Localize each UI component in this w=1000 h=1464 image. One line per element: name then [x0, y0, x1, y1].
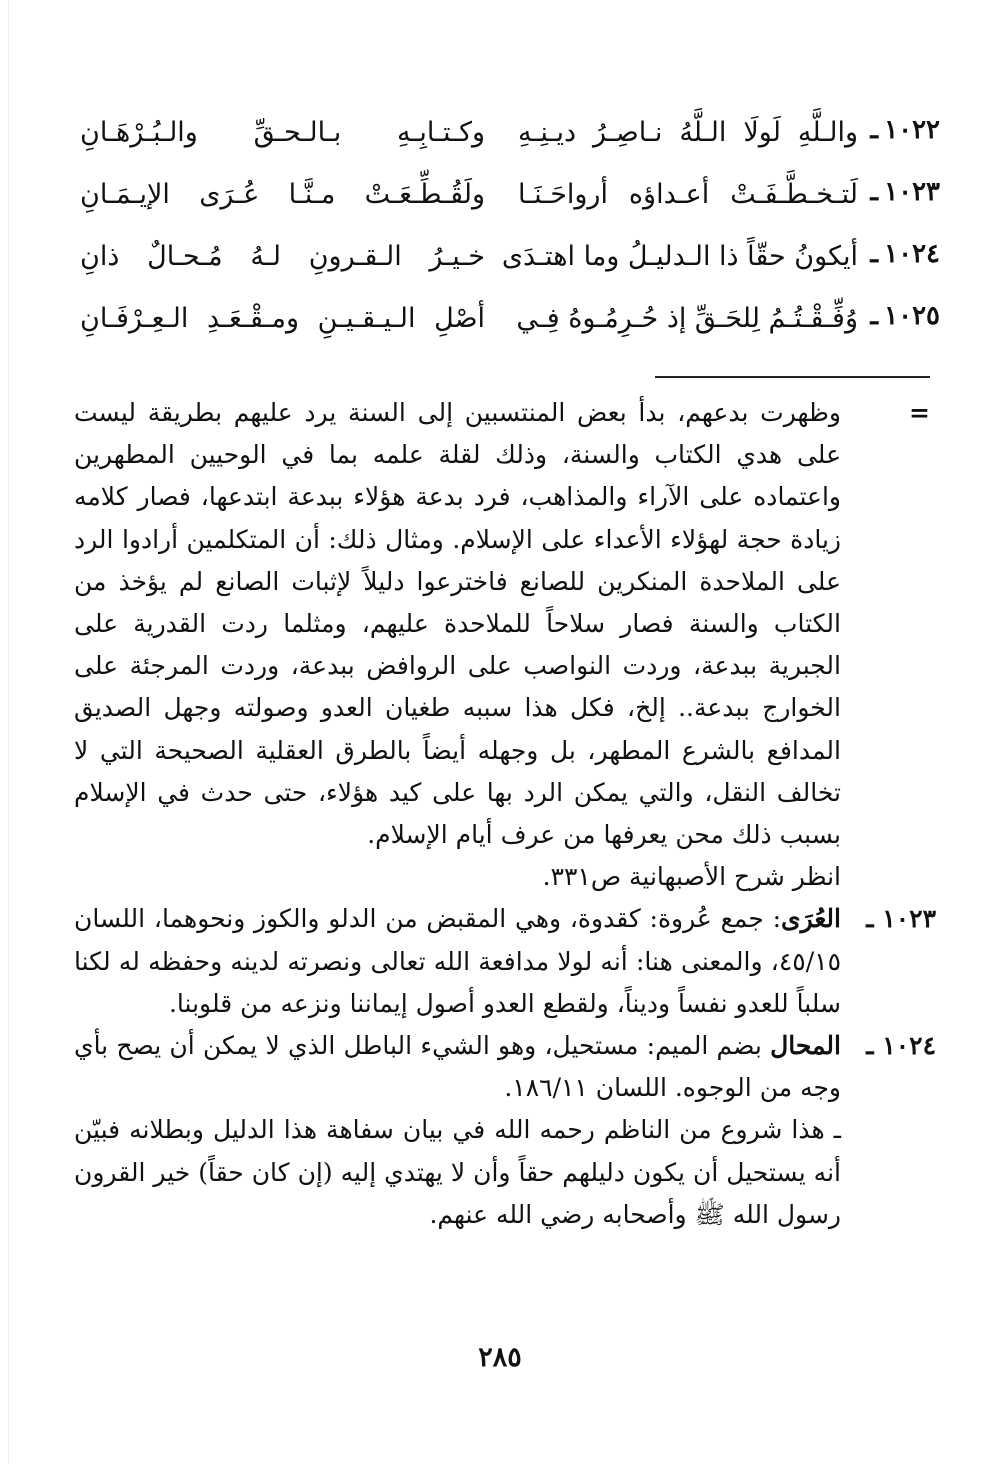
- verse-second-hemistich: وكـتـابِـهِ بـالـحـقِّ والـبُـرْهَـانِ: [80, 117, 485, 148]
- verse-1024: [70, 237, 940, 299]
- page-number: ٢٨٥: [478, 1342, 522, 1373]
- verse-1022: [70, 113, 940, 175]
- page-edge-line: [8, 0, 9, 1464]
- footnote-text: وظهرت بدعهم، بدأ بعض المنتسبين إلى السنة يرد عليهم بطريقة ليست على هدي الكتاب والسنة، وذلك لقلة علمه بما في الوحيين المطهرين واعتماده على الآراء والمذاهب، فرد بدعة هؤلاء ببدعة ابتدعها، فصار كلامه زيادة حجة لهؤلاء الأعداء على الإسلام. ومثال ذلك: أن المتكلمين أرادوا الرد على الملاحدة المنكرين للصانع فاخترعوا دليلاً لإثبات الصانع لم يؤخذ من الكتاب والسنة فصار سلاحاً للملاحدة عليهم، ومثلما ردت القدرية على الجبرية ببدعة، وردت النواصب على الروافض ببدعة، وردت المرجئة على الخوارج ببدعة.. إلخ، فكل هذا سببه طغيان العدو وصولته وجهل الصديق المدافع بالشرع المطهر، بل وجهله أيضاً بالطرق العقلية الصحيحة التي لا تخالف النقل، والتي يمكن الرد بها على كيد هؤلاء، حتى حدث في الإسلام بسبب ذلك محن يعرفها من عرف أيام الإسلام.: [74, 398, 841, 850]
- continuation-marker: =: [909, 398, 930, 427]
- verse-1023: [70, 175, 940, 237]
- footnote-body: بضم الميم: مستحيل، وهو الشيء الباطل الذي لا يمكن أن يصح بأي وجه من الوجوه. اللسان ١٨٦/١١.: [74, 1031, 841, 1103]
- footnote-text: [74, 1025, 841, 1109]
- verse-first-hemistich: لَتـخـطَّـفَـتْ أعـداؤه أرواحَـنَـا: [518, 179, 858, 210]
- verse-first-hemistich: أيكونُ حقّاً ذا الـدليـلُ وما اهتـدَى: [501, 241, 858, 272]
- footnote-1024: [74, 1025, 936, 1236]
- footnote-1023: [74, 898, 936, 1025]
- footnote-reference: انظر شرح الأصبهانية ص٣٣١.: [542, 862, 841, 892]
- verse-dash: ـ: [870, 177, 878, 207]
- verse-number: ١٠٢٤: [884, 239, 940, 269]
- footnote-number: ١٠٢٤ ـ: [866, 1031, 936, 1061]
- verse-first-hemistich: وُفِّـقْـتُـمُ لِلحَـقِّ إذ حُـرِمُـوهُ فِـي: [516, 303, 858, 334]
- footnotes: [74, 392, 936, 1236]
- verse-number: ١٠٢٣: [884, 177, 940, 207]
- footnote-commentary: ـ هذا شروع من الناظم رحمه الله في بيان سفاهة هذا الدليل وبطلانه فبيّن أنه يستحيل أن يكون دليلهم حقاً وأن لا يهتدي إليه (إن كان حقاً) خير القرون رسول الله ﷺ وأصحابه رضي الله عنهم.: [74, 1115, 841, 1229]
- verse-dash: ـ: [870, 239, 878, 269]
- verse-dash: ـ: [870, 301, 878, 331]
- verse-dash: ـ: [870, 115, 878, 145]
- verse-first-hemistich: والـلَّهِ لَولَا الـلَّهُ نـاصِـرُ ديـنِـهِ: [518, 117, 858, 148]
- footnote-body: : جمع عُروة: كقدوة، وهي المقبض من الدلو والكوز ونحوهما، اللسان ٤٥/١٥، والمعنى هنا: أنه لولا مدافعة الله تعالى ونصرته لدينه وحفظه له لكنا سلباً للعدو نفساً وديناً، ولقطع العدو أصول إيماننا ونزعه من قلوبنا.: [74, 904, 841, 1018]
- footnote-term: العُرَى: [781, 904, 841, 934]
- verse-second-hemistich: أصْلِ الـيـقـيـنِ ومـقْـعَـدِ الـعِـرْفَـانِ: [80, 303, 485, 334]
- footnote-continuation: [74, 392, 936, 898]
- verse-second-hemistich: ولَقُـطِّـعَـتْ مـنَّـا عُـرَى الإيـمَـانِ: [80, 179, 485, 210]
- verse-number: ١٠٢٥: [884, 301, 940, 331]
- footnote-number: ١٠٢٣ ـ: [866, 904, 936, 934]
- verse-block: [70, 113, 940, 361]
- verse-second-hemistich: خـيـرُ الـقـرونِ لـهُ مُـحـالٌ ذانِ: [80, 241, 485, 272]
- footnote-text: [74, 898, 841, 1025]
- footnote-term: المحال: [770, 1031, 841, 1061]
- verse-1025: [70, 299, 940, 361]
- verse-number: ١٠٢٢: [884, 115, 940, 145]
- footnote-separator: [655, 376, 930, 378]
